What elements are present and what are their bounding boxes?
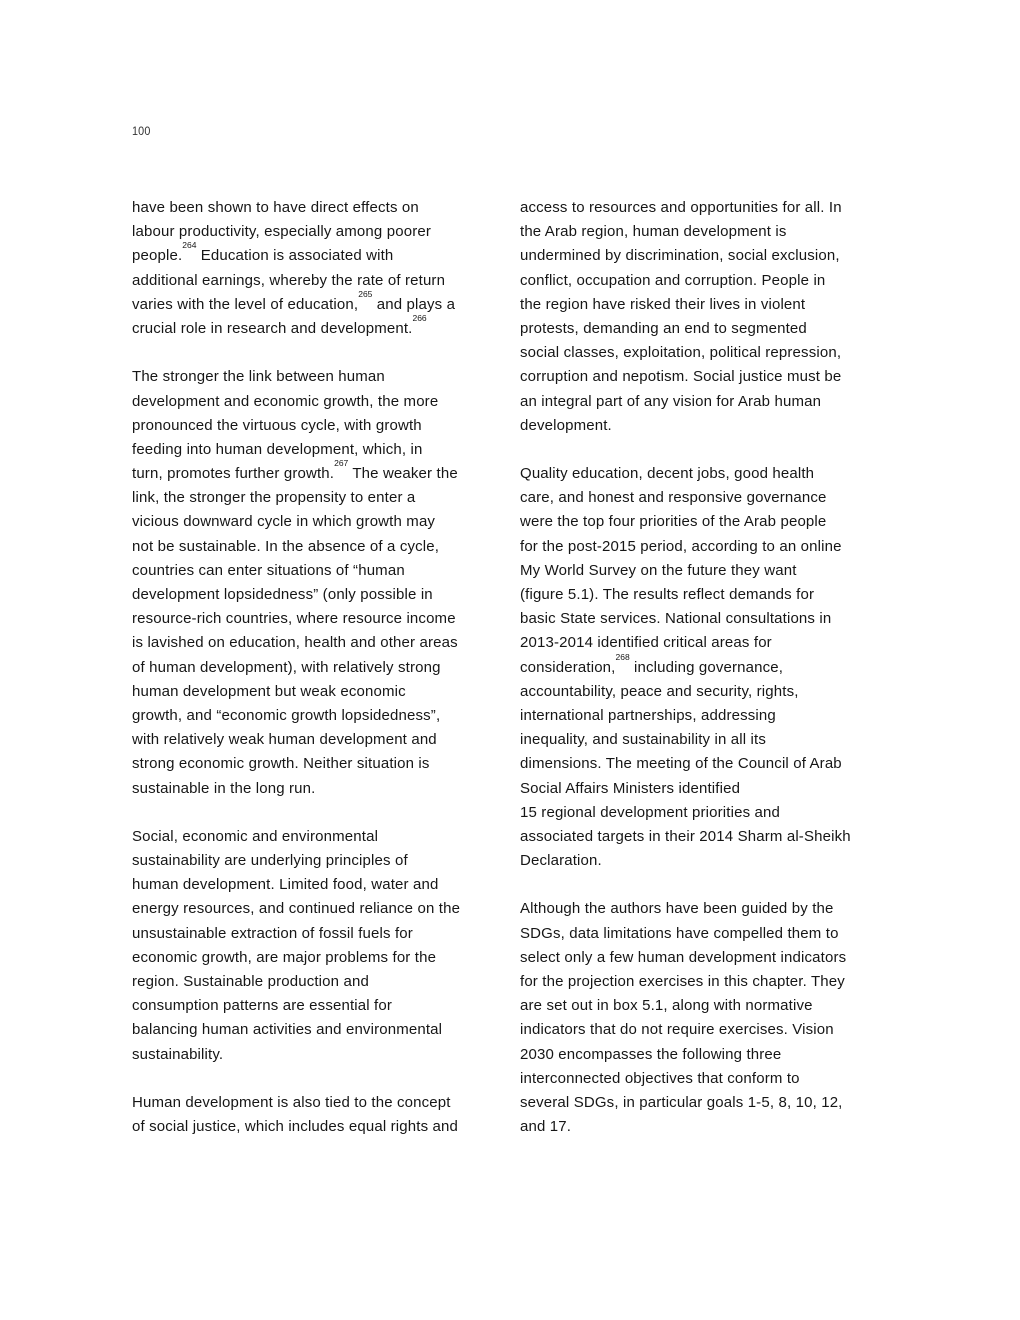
- line-text: the region have risked their lives in violent: [520, 295, 806, 313]
- line-text: sustainability.: [132, 1045, 224, 1063]
- text-line: [132, 535, 502, 559]
- line-text: 2030 encompasses the following three: [520, 1045, 782, 1063]
- line-text-after-footnote: and plays a: [372, 295, 456, 313]
- paragraph: [520, 196, 890, 438]
- text-line: [520, 220, 890, 244]
- text-line: [520, 559, 890, 583]
- line-text-after-footnote: Education is associated with: [196, 247, 394, 265]
- text-line: [520, 510, 890, 534]
- line-text: select only a few human development indicators: [520, 948, 847, 966]
- text-line: [520, 801, 890, 825]
- text-line: [132, 631, 502, 655]
- text-line: [520, 651, 890, 680]
- line-text: development lopsidedness” (only possible in: [132, 586, 433, 603]
- line-text: crucial role in research and development.: [132, 319, 413, 337]
- line-text: accountability, peace and security, rights,: [520, 682, 799, 700]
- line-text: Human development is also tied to the concept: [132, 1093, 451, 1111]
- text-line: [132, 849, 502, 873]
- paragraph: [132, 365, 502, 800]
- line-text: Although the authors have been guided by the: [520, 900, 834, 918]
- line-text: strong economic growth. Neither situation is: [132, 755, 430, 773]
- text-line: [132, 365, 502, 389]
- line-text: countries can enter situations of “human: [132, 561, 405, 579]
- text-line: [132, 922, 502, 946]
- line-text: energy resources, and continued reliance on the: [132, 900, 461, 918]
- text-line: [520, 897, 890, 921]
- text-line: [132, 288, 502, 317]
- line-text: Declaration.: [520, 852, 602, 870]
- line-text: undermined by discrimination, social exclusion,: [520, 247, 840, 265]
- text-line: [132, 897, 502, 921]
- line-text: consumption patterns are essential for: [132, 997, 393, 1015]
- text-line: [520, 752, 890, 776]
- line-text: interconnected objectives that conform to: [520, 1069, 800, 1087]
- text-line: [132, 728, 502, 752]
- line-text: is lavished on education, health and other areas: [132, 634, 458, 652]
- line-text: an integral part of any vision for Arab human: [520, 392, 822, 410]
- line-text: social classes, exploitation, political repression,: [520, 344, 842, 362]
- line-text: Social, economic and environmental: [132, 827, 379, 845]
- line-text: for the post-2015 period, according to an online: [520, 537, 842, 555]
- text-line: [520, 704, 890, 728]
- text-line: [132, 559, 502, 583]
- text-line: [520, 777, 890, 801]
- line-text: conflict, occupation and corruption. People in: [520, 271, 826, 289]
- text-line: [132, 486, 502, 510]
- text-line: [132, 312, 502, 341]
- paragraph: [520, 897, 890, 1139]
- line-text: labour productivity, especially among poorer: [132, 223, 431, 241]
- text-line: [520, 244, 890, 268]
- text-line: [520, 1043, 890, 1067]
- line-text: SDGs, data limitations have compelled them to: [520, 924, 839, 942]
- line-text: My World Survey on the future they want: [520, 561, 797, 579]
- text-line: [132, 583, 502, 607]
- text-line: [520, 1067, 890, 1091]
- text-line: [520, 583, 890, 607]
- line-text: 2013-2014 identified critical areas for: [520, 634, 772, 652]
- line-text: associated targets in their 2014 Sharm al-Sheikh: [520, 827, 851, 845]
- line-text: region. Sustainable production and: [132, 973, 369, 990]
- line-text: of human development), with relatively strong: [132, 658, 441, 676]
- line-text: for the projection exercises in this chapter. They: [520, 973, 845, 990]
- text-line: [132, 970, 502, 994]
- line-text: access to resources and opportunities for all. In: [520, 199, 842, 216]
- footnote-reference[interactable]: 265: [358, 288, 373, 299]
- line-text: sustainability are underlying principles of: [132, 852, 408, 870]
- page-number: 100: [132, 124, 151, 138]
- line-text: The stronger the link between human: [132, 368, 385, 386]
- line-text: have been shown to have direct effects on: [132, 199, 419, 216]
- text-line: [132, 240, 502, 268]
- line-text: economic growth, are major problems for the: [132, 948, 437, 966]
- line-text: international partnerships, addressing: [520, 706, 776, 724]
- text-line: [520, 728, 890, 752]
- text-line: [132, 704, 502, 728]
- text-line: [132, 873, 502, 897]
- text-line: [132, 510, 502, 534]
- line-text: care, and honest and responsive governance: [520, 489, 827, 507]
- text-line: [520, 849, 890, 873]
- text-line: [132, 458, 502, 486]
- text-line: [520, 317, 890, 341]
- line-text: Social Affairs Ministers identified: [520, 779, 741, 797]
- text-line: [520, 390, 890, 414]
- paragraph: [132, 825, 502, 1067]
- text-line: [520, 631, 890, 655]
- footnote-reference[interactable]: 264: [182, 240, 197, 251]
- line-text: turn, promotes further growth.: [132, 465, 335, 483]
- line-text: the Arab region, human development is: [520, 223, 787, 241]
- text-line: [520, 1018, 890, 1042]
- line-text: balancing human activities and environmental: [132, 1021, 443, 1039]
- text-line: [520, 825, 890, 849]
- text-line: [520, 414, 890, 438]
- line-text-after-footnote: The weaker the: [348, 465, 458, 483]
- text-line: [520, 462, 890, 486]
- line-text: Quality education, decent jobs, good health: [520, 465, 815, 483]
- text-line: [520, 269, 890, 293]
- footnote-reference[interactable]: 267: [334, 458, 349, 469]
- text-line: [520, 994, 890, 1018]
- text-line: [520, 946, 890, 970]
- text-line: [132, 777, 502, 801]
- line-text: dimensions. The meeting of the Council of Arab: [520, 755, 842, 773]
- line-text: corruption and nepotism. Social justice must be: [520, 368, 842, 386]
- text-line: [132, 994, 502, 1018]
- line-text: development and economic growth, the more: [132, 392, 439, 410]
- text-line: [132, 390, 502, 414]
- text-line: [132, 414, 502, 438]
- line-text: not be sustainable. In the absence of a cycle,: [132, 537, 440, 555]
- line-text: people.: [132, 247, 183, 265]
- line-text: development.: [520, 416, 612, 434]
- line-text: of social justice, which includes equal rights and: [132, 1118, 459, 1136]
- text-line: [132, 1115, 502, 1139]
- text-line: [132, 1018, 502, 1042]
- line-text: and 17.: [520, 1118, 572, 1136]
- line-text: unsustainable extraction of fossil fuels for: [132, 924, 413, 942]
- text-line: [520, 341, 890, 365]
- line-text: additional earnings, whereby the rate of return: [132, 271, 446, 289]
- line-text: indicators that do not require exercises. Vision: [520, 1021, 834, 1039]
- text-line: [520, 196, 890, 220]
- text-line: [132, 825, 502, 849]
- text-line: [132, 269, 502, 293]
- line-text: are set out in box 5.1, along with normative: [520, 997, 813, 1015]
- line-text: several SDGs, in particular goals 1-5, 8, 10, 12,: [520, 1093, 843, 1111]
- line-text: (figure 5.1). The results reflect demands for: [520, 586, 815, 603]
- line-text: growth, and “economic growth lopsidedness”,: [132, 706, 441, 724]
- line-text: were the top four priorities of the Arab people: [520, 513, 827, 531]
- paragraph: [132, 196, 502, 341]
- line-text: sustainable in the long run.: [132, 779, 316, 797]
- line-text: resource-rich countries, where resource income: [132, 610, 456, 628]
- line-text: link, the stronger the propensity to enter a: [132, 489, 416, 507]
- text-line: [520, 1091, 890, 1115]
- line-text: with relatively weak human development and: [132, 731, 437, 749]
- paragraph: [520, 462, 890, 873]
- text-line: [132, 680, 502, 704]
- text-line: [132, 438, 502, 462]
- line-text: feeding into human development, which, in: [132, 440, 423, 458]
- text-line: [132, 656, 502, 680]
- text-line: [132, 607, 502, 631]
- text-line: [132, 1043, 502, 1067]
- text-line: [520, 293, 890, 317]
- text-line: [520, 970, 890, 994]
- text-line: [132, 946, 502, 970]
- line-text: pronounced the virtuous cycle, with growth: [132, 416, 422, 434]
- line-text: human development. Limited food, water and: [132, 876, 439, 894]
- line-text: human development but weak economic: [132, 682, 406, 700]
- text-line: [132, 196, 502, 220]
- line-text: varies with the level of education,: [132, 295, 359, 313]
- left-column: [132, 196, 502, 1164]
- line-text: basic State services. National consultations in: [520, 610, 832, 628]
- text-line: [132, 752, 502, 776]
- footnote-reference[interactable]: 268: [615, 651, 630, 662]
- line-text: protests, demanding an end to segmented: [520, 319, 807, 337]
- line-text: inequality, and sustainability in all its: [520, 731, 767, 749]
- line-text: vicious downward cycle in which growth may: [132, 513, 436, 531]
- text-line: [520, 680, 890, 704]
- line-text: consideration,: [520, 658, 616, 676]
- text-line: [520, 1115, 890, 1139]
- line-text-after-footnote: including governance,: [629, 658, 784, 676]
- text-line: [520, 486, 890, 510]
- line-text: 15 regional development priorities and: [520, 803, 781, 821]
- footnote-reference[interactable]: 266: [412, 312, 427, 323]
- paragraph: [132, 1091, 502, 1139]
- text-line: [520, 365, 890, 389]
- text-line: [520, 535, 890, 559]
- text-line: [132, 1091, 502, 1115]
- text-line: [520, 607, 890, 631]
- right-column: [520, 196, 890, 1164]
- text-line: [520, 922, 890, 946]
